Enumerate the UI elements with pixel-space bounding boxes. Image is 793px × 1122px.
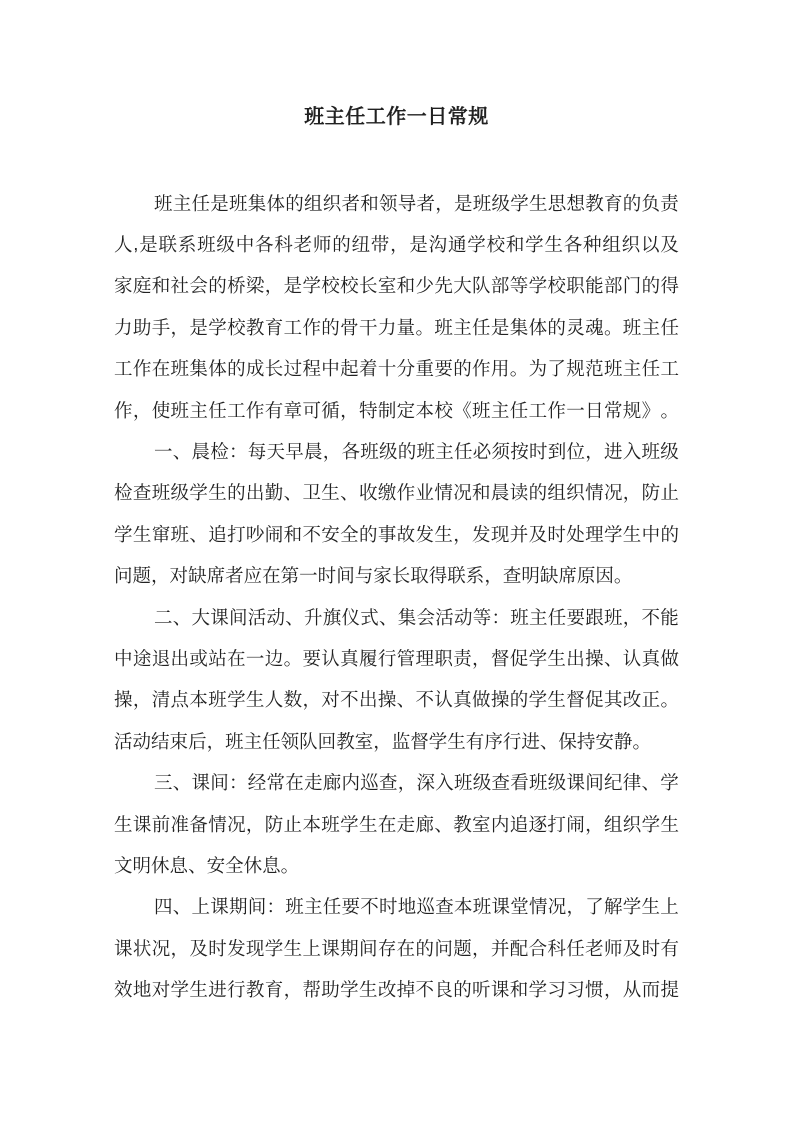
text-line: 中 途 退 出 或 站 在 一 边 。 要 认 真 履 行 管 理 职 责 ， 督 促 学 生 出 操 、 认 真 做 (114, 647, 679, 669)
text-line: 问 题 ， 对 缺 席 者 应 在 第 一 时 间 与 家 长 取 得 联 系 ， 查 明 缺 席 原 因 。 (114, 565, 633, 587)
paragraph (114, 761, 679, 885)
text-line: 课 状 况 ， 及 时 发 现 学 生 上 课 期 间 存 在 的 问 题 ， 并 配 合 科 任 老 师 及 时 有 (114, 937, 679, 959)
document-body (114, 182, 679, 1010)
paragraph (114, 430, 679, 596)
text-line: 三 、 课 间 ： 经 常 在 走 廊 内 巡 查 ， 深 入 班 级 查 看 班 级 课 间 纪 律 、 学 (154, 772, 679, 794)
text-line: 班 主 任 是 班 集 体 的 组 织 者 和 领 导 者 ， 是 班 级 学 生 思 想 教 育 的 负 责 (154, 192, 679, 214)
text-line: 活 动 结 束 后 ， 班 主 任 领 队 回 教 室 ， 监 督 学 生 有 序 行 进 、 保 持 安 静 。 (114, 730, 651, 752)
paragraph (114, 596, 679, 762)
page-title: 班主任工作一日常规 (304, 106, 489, 128)
text-line: 作 ， 使 班 主 任 工 作 有 章 可 循 ， 特 制 定 本 校 《 班 主 任 工 作 一 日 常 规 》 。 (114, 399, 679, 421)
text-line: 人 , 是 联 系 班 级 中 各 科 老 师 的 纽 带 ， 是 沟 通 学 校 和 学 生 各 种 组 织 以 及 (114, 233, 679, 256)
text-line: 力 助 手 ， 是 学 校 教 育 工 作 的 骨 干 力 量 。 班 主 任 是 集 体 的 灵 魂 。 班 主 任 (114, 316, 679, 338)
text-line: 一 、 晨 检 ： 每 天 早 晨 ， 各 班 级 的 班 主 任 必 须 按 时 到 位 ， 进 入 班 级 (154, 441, 679, 463)
text-line: 效 地 对 学 生 进 行 教 育 ， 帮 助 学 生 改 掉 不 良 的 听 课 和 学 习 习 惯 ， 从 而 提 (114, 979, 679, 1001)
text-line: 家 庭 和 社 会 的 桥 梁 ， 是 学 校 校 长 室 和 少 先 大 队 部 等 学 校 职 能 部 门 的 得 (114, 275, 679, 297)
text-line: 四 、 上 课 期 间 ： 班 主 任 要 不 时 地 巡 查 本 班 课 堂 情 况 ， 了 解 学 生 上 (154, 896, 679, 918)
text-line: 文 明 休 息 、 安 全 休 息 。 (114, 854, 300, 876)
text-line: 工 作 在 班 集 体 的 成 长 过 程 中 起 着 十 分 重 要 的 作 用 。 为 了 规 范 班 主 任 工 (114, 358, 679, 380)
paragraph (114, 182, 679, 430)
text-line: 二 、 大 课 间 活 动 、 升 旗 仪 式 、 集 会 活 动 等 ： 班 主 任 要 跟 班 ， 不 能 (154, 606, 679, 628)
text-line: 操 ， 清 点 本 班 学 生 人 数 ， 对 不 出 操 、 不 认 真 做 操 的 学 生 督 促 其 改 正 。 (114, 689, 679, 711)
paragraph (114, 886, 679, 1010)
text-line: 检 查 班 级 学 生 的 出 勤 、 卫 生 、 收 缴 作 业 情 况 和 晨 读 的 组 织 情 况 ， 防 止 (114, 482, 679, 504)
text-line: 生 课 前 准 备 情 况 ， 防 止 本 班 学 生 在 走 廊 、 教 室 内 追 逐 打 闹 ， 组 织 学 生 (114, 813, 679, 835)
text-line: 学 生 窜 班 、 追 打 吵 闹 和 不 安 全 的 事 故 发 生 ， 发 现 并 及 时 处 理 学 生 中 的 (114, 523, 679, 545)
